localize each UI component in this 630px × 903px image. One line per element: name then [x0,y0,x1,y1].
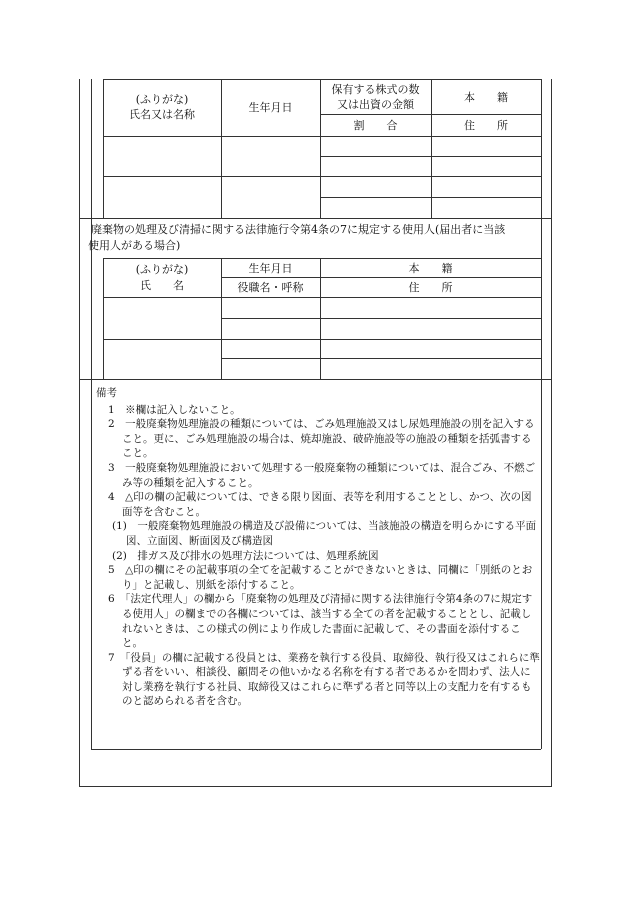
t1-header-bottom [103,136,541,137]
t1-row-line [320,156,541,157]
note-item: (1) 一般廃棄物処理施設の構造及び設備については、当該施設の構造を明らかにする平面図、立面図、断面図及び構造図 [112,520,537,547]
t1-row-line [103,176,541,177]
note-item: 4 △印の欄の記載については、できる限り図面、表等を利用することとし、かつ、次の図面等を含むこと。 [108,491,532,518]
t2-row-line [221,358,541,359]
t2-col-address: 住 所 [408,281,453,294]
t1-header-sub-line [320,114,541,115]
t1-col-shares-1: 保有する株式の数 [331,83,420,96]
t2-row-line [103,339,541,340]
t1-col-address: 住 所 [464,119,508,132]
note-item: 2 一般廃棄物処理施設の種類については、ごみ処理施設又はし尿処理施設の別を記入すること。更に、ごみ処理施設の場合は、焼却施設、破砕施設等の施設の種類を括弧書すること。 [108,418,535,460]
notes-section [96,386,541,709]
t2-bottom-line [79,379,552,380]
t2-col-name: 氏 名 [140,279,184,292]
t1-col-birth: 生年月日 [248,101,293,114]
t1-bottom-line [79,218,552,219]
t2-header-bottom [103,297,541,298]
note-item: 1 ※欄は記入しないこと。 [108,403,241,416]
note-item: 3 一般廃棄物処理施設において処理する一般廃棄物の種類については、混合ごみ、不燃ごみ等の種類を記入すること。 [108,461,536,489]
t2-top-line [103,258,541,259]
note-item: 5 △印の欄にその記載事項の全てを記載することができないときは、同欄に「別紙のとおり」と記載し、別紙を添付すること。 [108,564,533,591]
t2-header-sub-line [221,277,541,278]
t2-col-name-furigana: (ふりがな) [135,263,189,276]
frame-inner-left-line [91,79,92,749]
t1-col-name-furigana: (ふりがな) [135,93,189,106]
inner-bottom-line [91,749,541,750]
employee-section-title [88,222,547,254]
notes-list [96,403,541,709]
frame-inner-right-line [541,79,542,749]
t1-col-ratio: 割 合 [353,119,398,132]
t2-col-birth: 生年月日 [248,262,293,275]
t1-col-name: 氏名又は名称 [129,108,195,121]
notes-heading: 備考 [96,387,117,399]
t2-row-line [221,318,541,319]
t1-col-honseki: 本 籍 [464,91,508,104]
section-title-line-1: 廃棄物の処理及び清掃に関する法律施行令第4条の7に規定する使用人(届出者に当該 [91,223,506,236]
t1-top-line [103,79,541,80]
note-item: 6 「法定代理人」の欄から「廃棄物の処理及び清掃に関する法律施行令第4条の7に規定する使用人」の欄までの各欄については、該当する全ての者を記載することとし、記載しれないときは、この様式の例により作成した書面に記載して、その書面を添付すること。 [108,593,533,650]
t2-col-honseki: 本 籍 [408,262,453,275]
t1-col-shares-2: 又は出資の金額 [337,98,414,111]
note-item: 7 「役員」の欄に記載する役員とは、業務を執行する役員、取締役、執行役又はこれらに準ずる者をいい、相談役、顧問その他いかなる名称を有する者であるかを問わず、法人に対し業務を執行する社員、取締役又はこれらに準ずる者と同等以上の支配力を有するものと認められる者を含む。 [108,651,540,708]
section-title-line-2: 使用人がある場合) [88,239,181,252]
note-item: (2) 排ガス及び排水の処理方法については、処理系統図 [112,549,379,562]
t2-col-role: 役職名・呼称 [237,281,304,294]
t1-row-line [320,197,541,198]
